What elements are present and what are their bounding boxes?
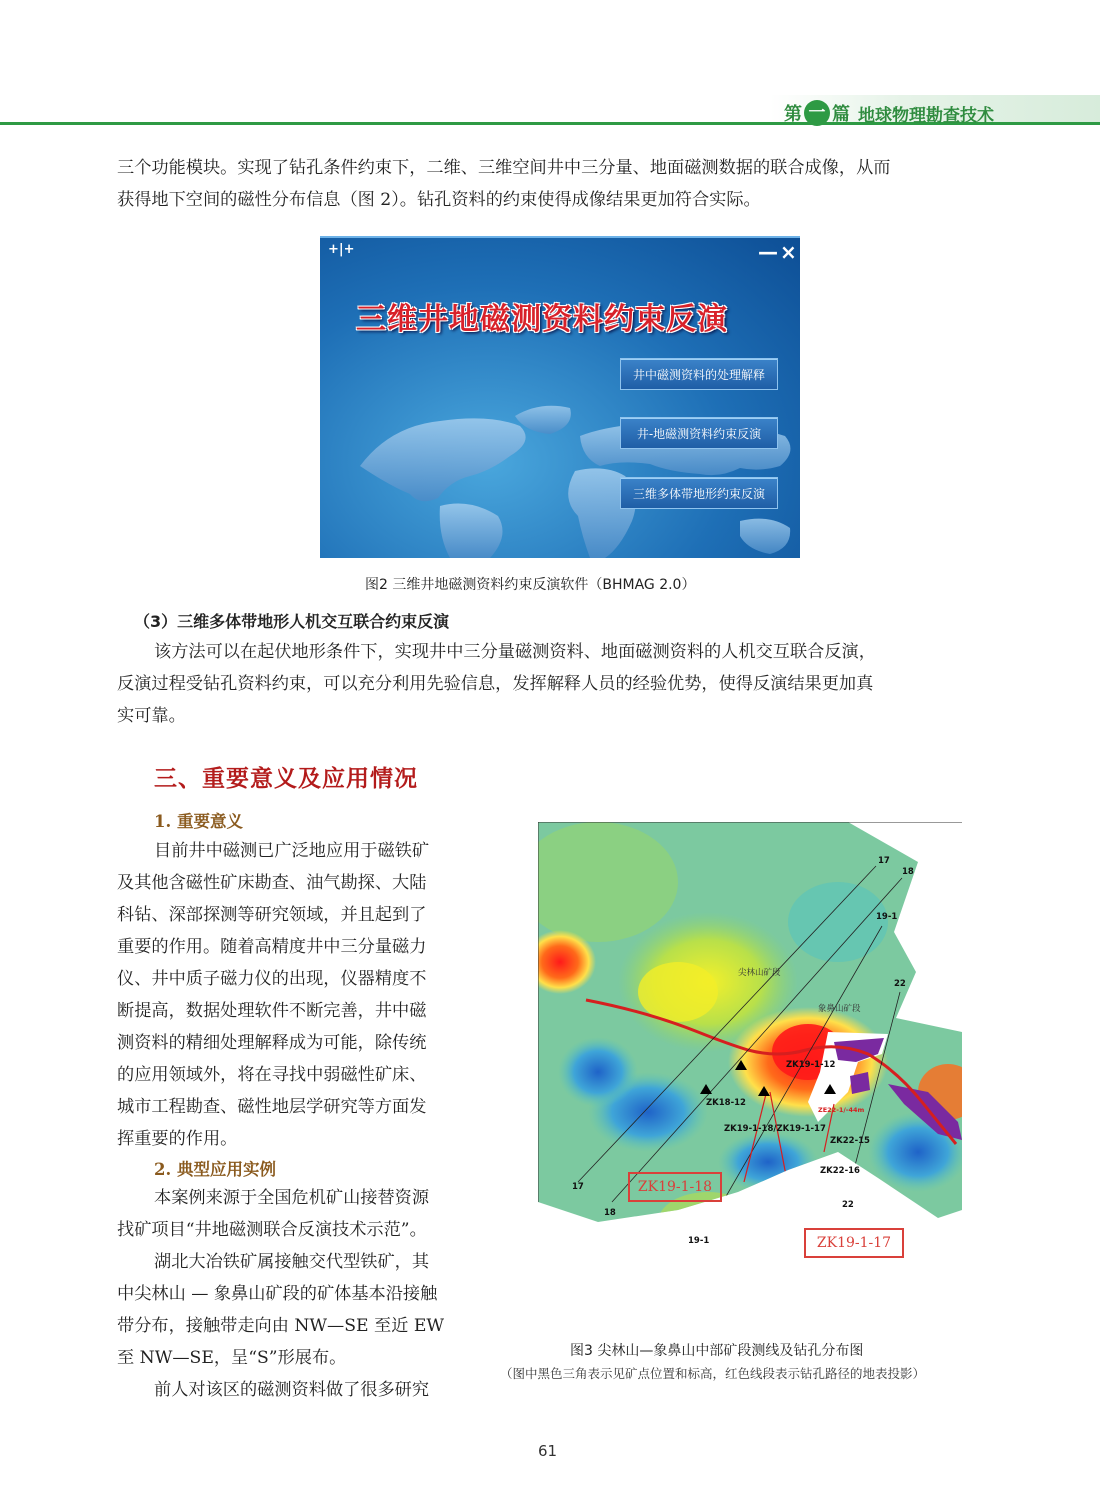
- continent-australia: [740, 519, 790, 554]
- line-label: 22: [894, 979, 906, 989]
- app-icon: +|+: [328, 242, 355, 257]
- ore-section-label: 尖林山矿段: [738, 968, 781, 978]
- line-label: 18: [902, 867, 914, 877]
- page-number: 61: [538, 1442, 558, 1460]
- line-label: 19-1: [876, 912, 898, 922]
- borehole-label: ZK18-12: [706, 1098, 746, 1108]
- world-map-graphic: [320, 236, 800, 558]
- para1-line: 目前井中磁测已广泛地应用于磁铁矿: [154, 841, 430, 861]
- figure-3-magnetic-map: [538, 822, 962, 1251]
- intro-line-1: 三个功能模块。实现了钻孔条件约束下，二维、三维空间井中三分量、地面磁测数据的联合成像，从而: [117, 158, 891, 178]
- close-icon[interactable]: ×: [780, 240, 797, 264]
- figure-2-software-screenshot: [320, 236, 800, 558]
- continent-north-america: [360, 418, 526, 501]
- magnetic-anomaly-map: [538, 822, 962, 1242]
- line-label: 22: [842, 1200, 854, 1210]
- section3-line-3: 实可靠。: [117, 706, 186, 726]
- running-header-title: 地球物理勘查技术: [858, 106, 994, 126]
- para1-line: 科钻、深部探测等研究领域，并且起到了: [117, 905, 427, 925]
- menu-button-3d-terrain-inversion[interactable]: 三维多体带地形约束反演: [620, 477, 778, 509]
- borehole-label: ZK19-1-12: [786, 1060, 836, 1070]
- section3-line-2: 反演过程受钻孔资料约束，可以充分利用先验信息，发挥解释人员的经验优势，使得反演结果更加真: [117, 674, 874, 694]
- para4-line: 前人对该区的磁测资料做了很多研究: [154, 1380, 430, 1400]
- para1-line: 挥重要的作用。: [117, 1129, 238, 1149]
- subsection-1-title: 1. 重要意义: [154, 812, 243, 831]
- para1-line: 城市工程勘查、磁性地层学研究等方面发: [117, 1097, 427, 1117]
- borehole-label: ZK22-15: [830, 1136, 870, 1146]
- borehole-callout-box: ZK19-1-18: [628, 1172, 722, 1202]
- para3-line: 湖北大冶铁矿属接触交代型铁矿，其: [154, 1252, 430, 1272]
- part-label: [784, 100, 850, 126]
- para3-line: 带分布，接触带走向由 NW—SE 至近 EW: [117, 1316, 445, 1336]
- para2-line: 本案例来源于全国危机矿山接替资源: [154, 1188, 430, 1208]
- chapter-title: 三、重要意义及应用情况: [154, 766, 418, 792]
- para2-line: 找矿项目“井地磁测联合反演技术示范”。: [117, 1220, 427, 1240]
- figure-2-caption: 图2 三维井地磁测资料约束反演软件（BHMAG 2.0）: [365, 577, 696, 593]
- part-post: 篇: [832, 104, 850, 125]
- figure-3-caption: 图3 尖林山—象鼻山中部矿段测线及钻孔分布图: [570, 1343, 864, 1359]
- ore-section-label: 象鼻山矿段: [818, 1004, 861, 1014]
- para1-line: 及其他含磁性矿床勘查、油气勘探、大陆: [117, 873, 427, 893]
- minimize-icon[interactable]: —: [758, 240, 778, 264]
- section3-line-1: 该方法可以在起伏地形条件下，实现井中三分量磁测资料、地面磁测资料的人机交互联合反演，: [154, 642, 876, 662]
- continent-greenland: [515, 406, 571, 434]
- line-label: 19-1: [688, 1236, 710, 1246]
- figure-3-caption-note: （图中黑色三角表示见矿点位置和标高，红色线段表示钻孔路径的地表投影）: [500, 1366, 926, 1381]
- subsection-2-title: 2. 典型应用实例: [154, 1160, 276, 1179]
- continent-south-america: [440, 504, 503, 558]
- borehole-label: ZK19-1-18/ZK19-1-17: [724, 1124, 826, 1134]
- menu-button-borehole-ground-inversion[interactable]: 井-地磁测资料约束反演: [620, 417, 778, 449]
- para3-line: 中尖林山 — 象鼻山矿段的矿体基本沿接触: [117, 1284, 438, 1304]
- para1-line: 断提高，数据处理软件不断完善，井中磁: [117, 1001, 427, 1021]
- line-label: 17: [572, 1182, 584, 1192]
- borehole-callout-box: ZK19-1-17: [804, 1228, 904, 1258]
- para3-line: 至 NW—SE，呈“S”形展布。: [117, 1348, 347, 1368]
- subsection-3-heading: （3）三维多体带地形人机交互联合约束反演: [134, 612, 450, 631]
- part-number-badge: 一: [804, 100, 830, 126]
- intro-line-2: 获得地下空间的磁性分布信息（图 2）。钻孔资料的约束使得成像结果更加符合实际。: [117, 190, 761, 210]
- para1-line: 仪、井中质子磁力仪的出现，仪器精度不: [117, 969, 427, 989]
- para1-line: 的应用领域外，将在寻找中弱磁性矿床、: [117, 1065, 427, 1085]
- para1-line: 测资料的精细处理解释成为可能，除传统: [117, 1033, 427, 1053]
- borehole-label: ZK22-16: [820, 1166, 860, 1176]
- part-pre: 第: [784, 104, 802, 125]
- menu-button-borehole-processing[interactable]: 井中磁测资料的处理解释: [620, 358, 778, 390]
- line-label: 17: [878, 856, 890, 866]
- borehole-label: ZE22-1/-44m: [818, 1106, 865, 1114]
- software-title: 三维井地磁测资料约束反演: [356, 302, 728, 337]
- para1-line: 重要的作用。随着高精度井中三分量磁力: [117, 937, 427, 957]
- line-label: 18: [604, 1208, 616, 1218]
